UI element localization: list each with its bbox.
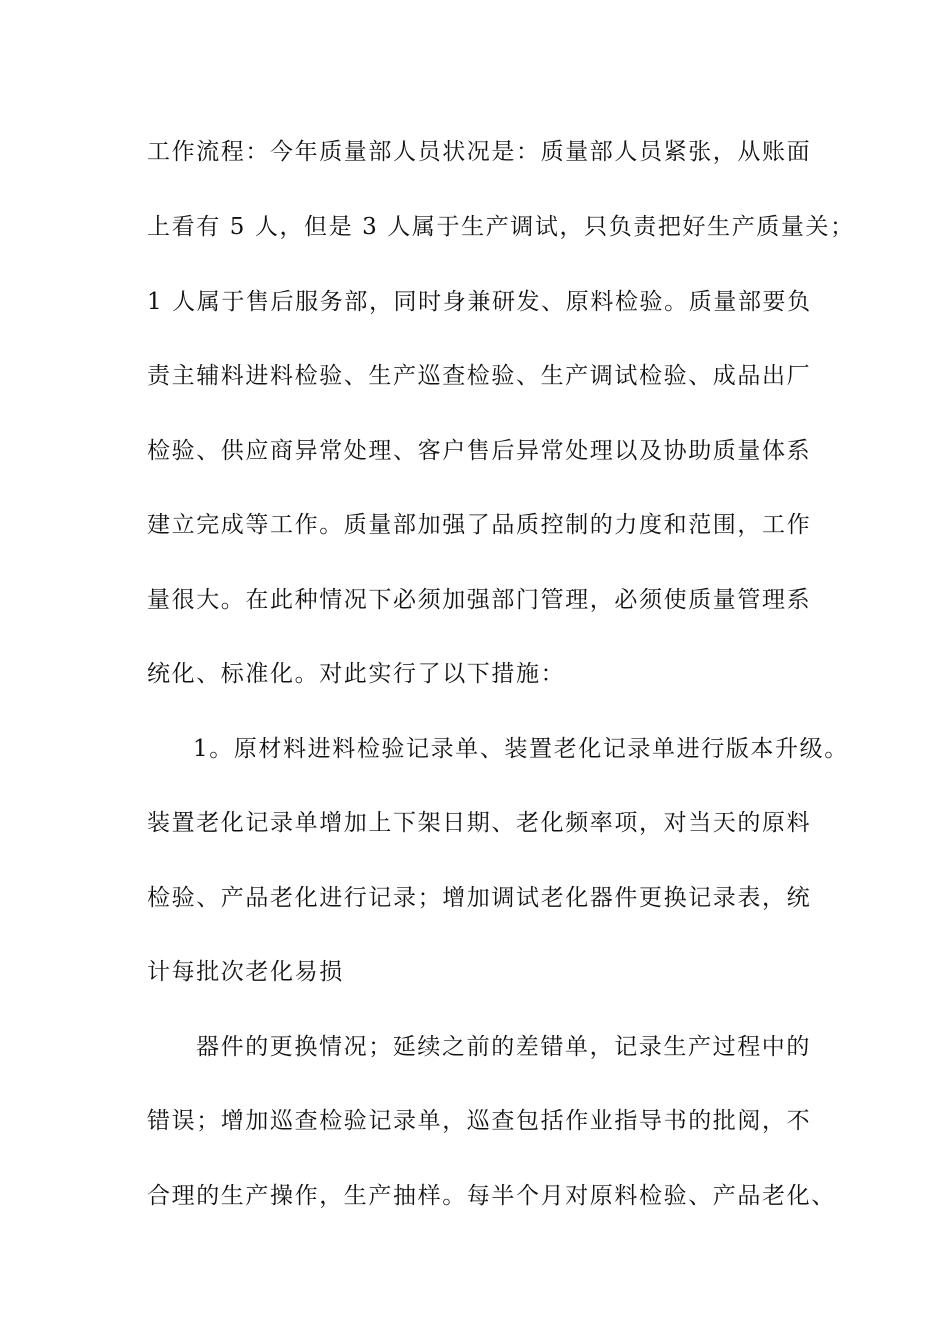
paragraph-line: 上看有 5 人，但是 3 人属于生产调试，只负责把好生产质量关； <box>147 214 855 240</box>
paragraph-line: 工作流程：今年质量部人员状况是：质量部人员紧张，从账面 <box>147 139 812 165</box>
paragraph-line: 1 人属于售后服务部，同时身兼研发、原料检验。质量部要负 <box>147 289 812 315</box>
paragraph-line: 检验、产品老化进行记录；增加调试老化器件更换记录表，统 <box>147 885 812 911</box>
paragraph-line: 统化、标准化。对此实行了以下措施： <box>147 661 566 687</box>
paragraph-line: 错误；增加巡查检验记录单，巡查包括作业指导书的批阅，不 <box>147 1108 812 1134</box>
paragraph-line: 装置老化记录单增加上下架日期、老化频率项，对当天的原料 <box>147 810 812 836</box>
paragraph-line: 量很大。在此种情况下必须加强部门管理，必须使质量管理系 <box>147 587 812 613</box>
paragraph-line: 建立完成等工作。质量部加强了品质控制的力度和范围，工作 <box>147 512 812 538</box>
paragraph-line: 责主辅料进料检验、生产巡查检验、生产调试检验、成品出厂 <box>147 363 812 389</box>
paragraph-line: 检验、供应商异常处理、客户售后异常处理以及协助质量体系 <box>147 438 812 464</box>
paragraph-line: 器件的更换情况；延续之前的差错单，记录生产过程中的 <box>196 1034 811 1060</box>
paragraph-line: 合理的生产操作，生产抽样。每半个月对原料检验、产品老化、 <box>147 1183 836 1209</box>
paragraph-line: 计每批次老化易损 <box>147 959 344 985</box>
list-item-line: 1。原材料进料检验记录单、装置老化记录单进行版本升级。 <box>193 736 849 762</box>
